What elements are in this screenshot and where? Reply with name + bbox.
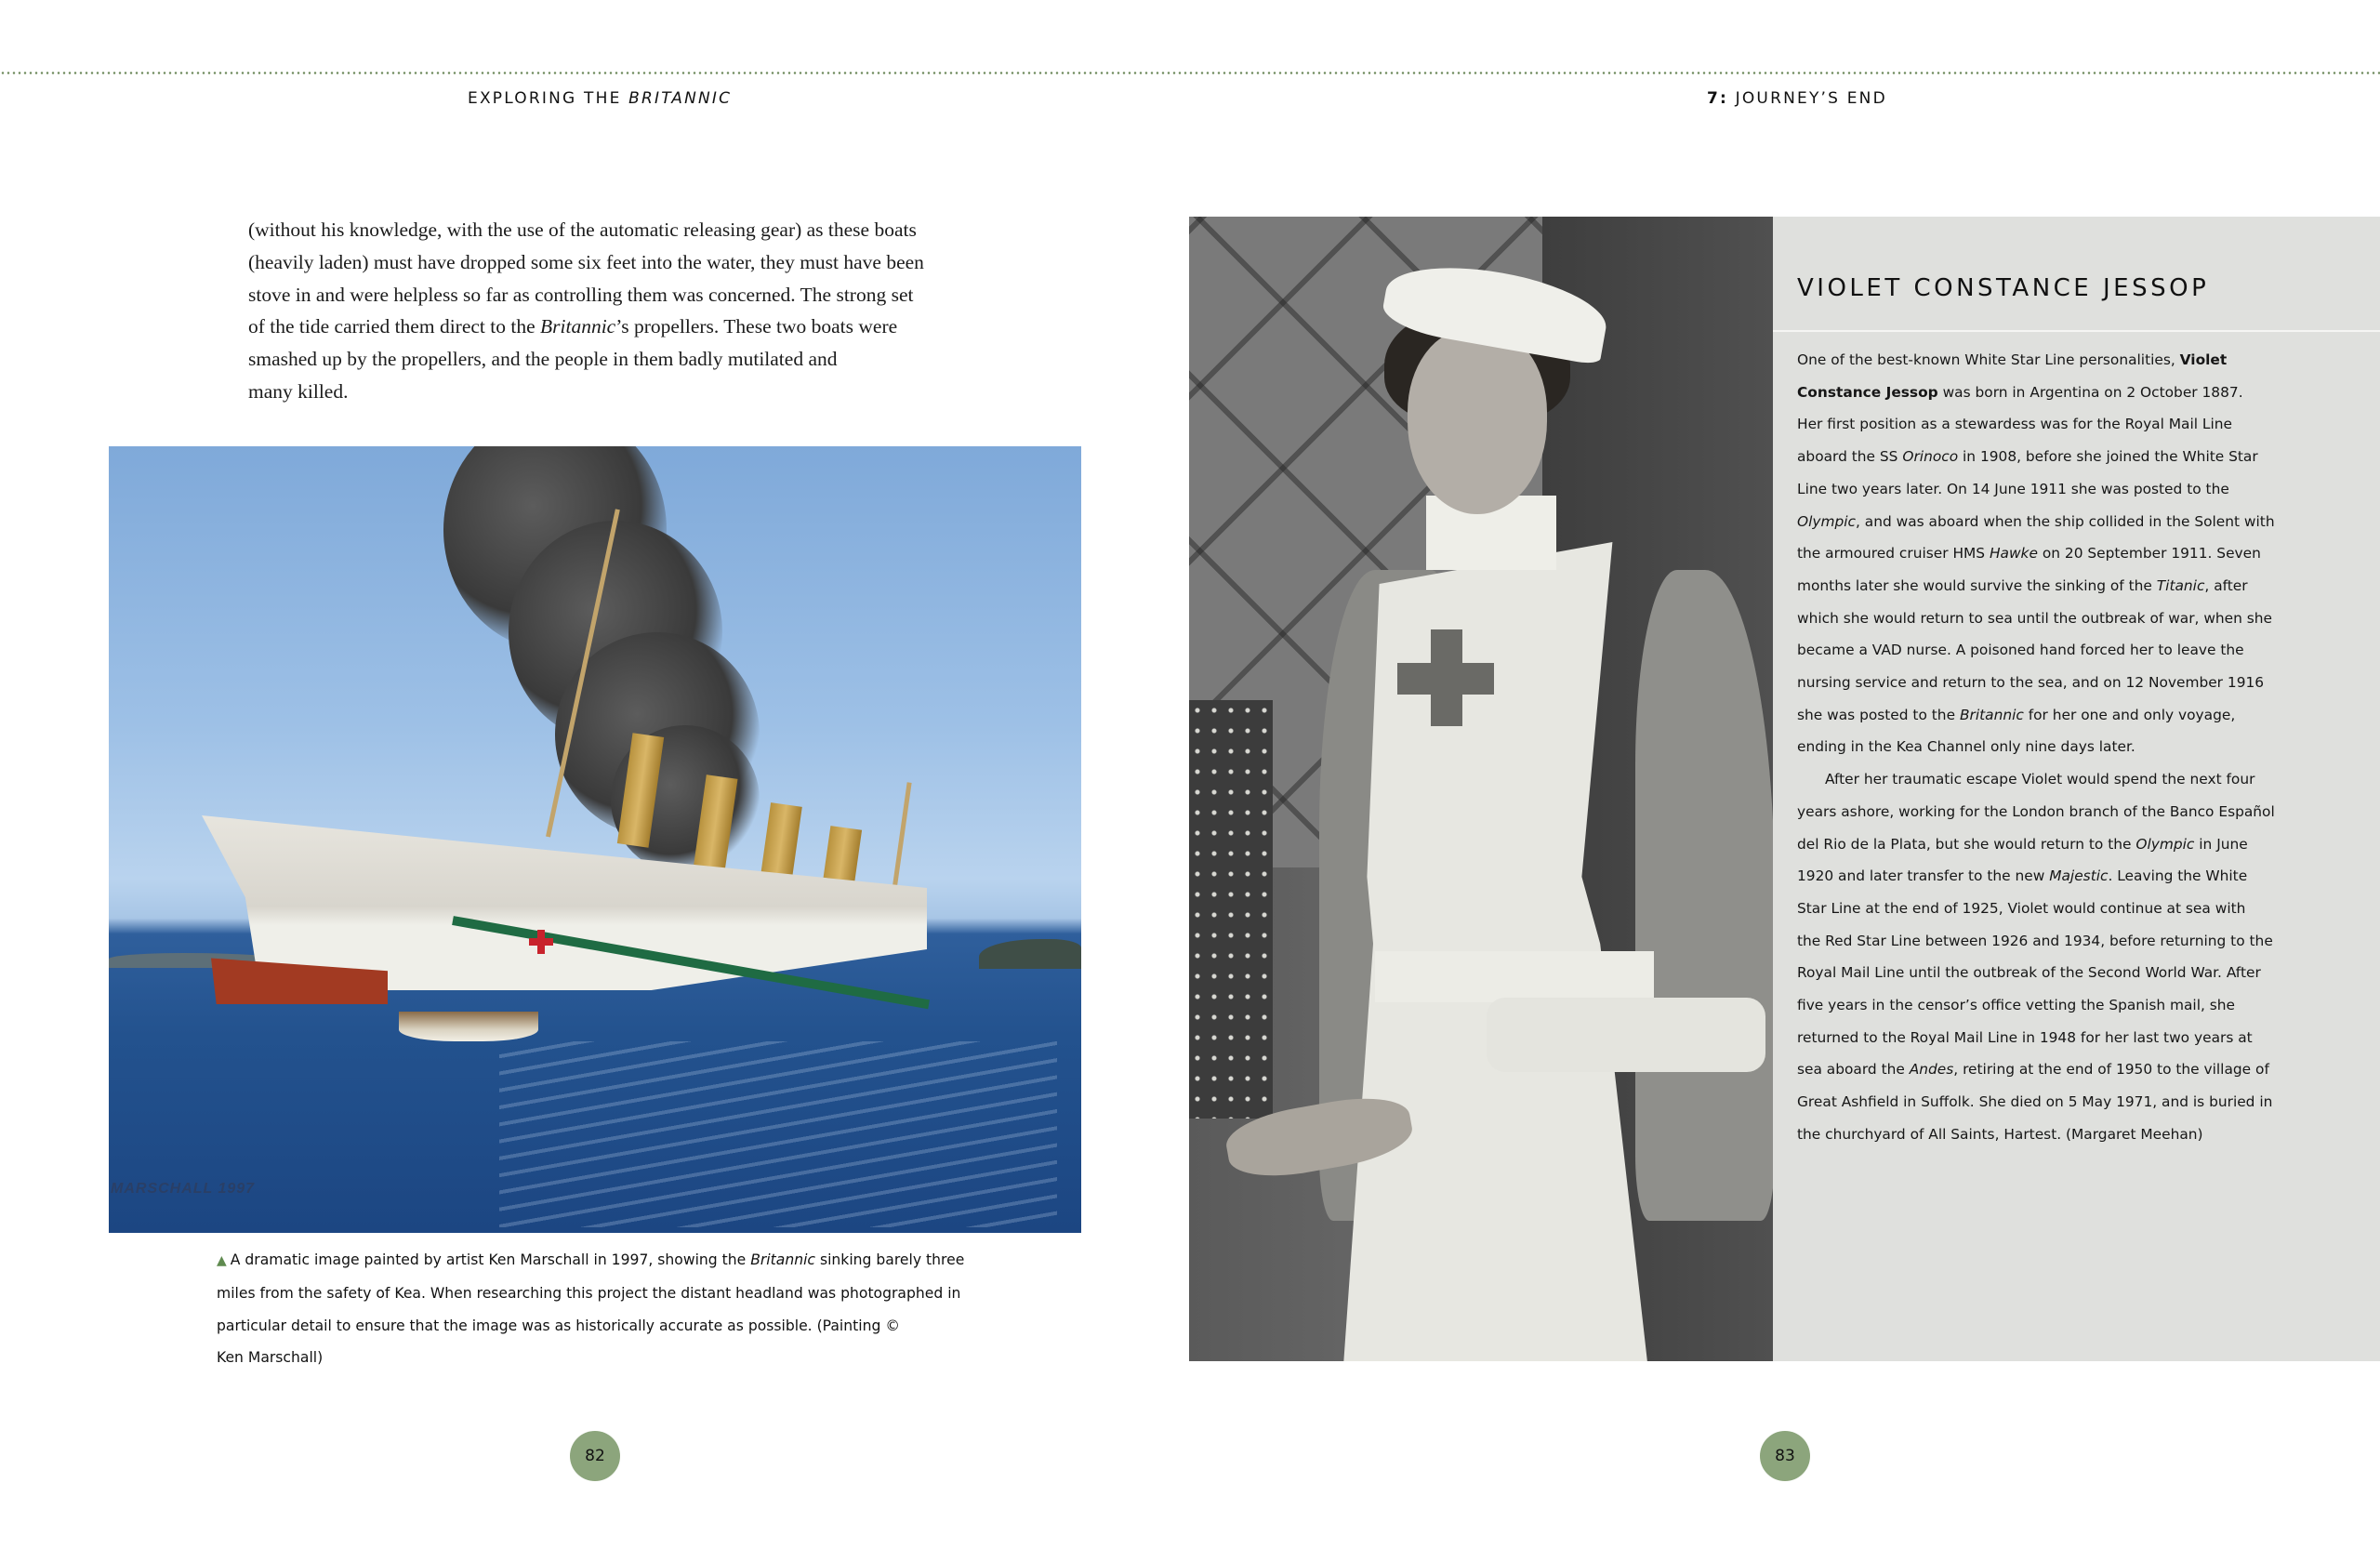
sidebar-line: nursing service and return to the sea, and on 12 November 1916 (1797, 674, 2265, 692)
figure-caption (217, 1244, 979, 1374)
sidebar-line: Constance Jessop was born in Argentina on 2 October 1887. (1797, 383, 2243, 401)
caption-line: miles from the safety of Kea. When researching this project the distant headland was photographed in (217, 1284, 961, 1302)
sidebar-line: the Red Star Line between 1926 and 1934, before returning to the (1797, 932, 2273, 949)
sea-reflection (499, 1041, 1057, 1227)
body-line: (without his knowledge, with the use of the automatic releasing gear) as these boats (248, 218, 917, 241)
page-number-right: 83 (1760, 1431, 1810, 1481)
sidebar-line: 1920 and later transfer to the new Majestic. Leaving the White (1797, 867, 2248, 885)
violet-jessop-portrait (1189, 217, 1773, 1361)
body-line: smashed up by the propellers, and the people in them badly mutilated and (248, 348, 838, 371)
sidebar-line: returned to the Royal Mail Line in 1948 for her last two years at (1797, 1028, 2253, 1046)
lifeboat (399, 1012, 538, 1041)
sleeve-cuff (1487, 998, 1765, 1072)
body-line: many killed. (248, 379, 349, 403)
biography-sidebar (1773, 217, 2380, 1361)
sidebar-line: One of the best-known White Star Line personalities, Violet (1797, 351, 2228, 368)
sidebar-line: sea aboard the Andes, retiring at the end of 1950 to the village of (1797, 1061, 2269, 1079)
distant-headland-right (979, 939, 1081, 969)
sidebar-line: the churchyard of All Saints, Hartest. (Margaret Meehan) (1797, 1125, 2203, 1143)
sidebar-line: months later she would survive the sinking of the Titanic, after (1797, 576, 2248, 594)
sidebar-line: aboard the SS Orinoco in 1908, before she joined the White Star (1797, 448, 2258, 466)
sidebar-line: Royal Mail Line until the outbreak of the Second World War. After (1797, 964, 2261, 982)
caption-line: particular detail to ensure that the image was as historically accurate as possible. (Painting © (217, 1317, 900, 1334)
triangle-up-icon: ▲ (217, 1253, 227, 1268)
ship-hull (202, 804, 927, 990)
sidebar-line: five years in the censor’s office vetting the Spanish mail, she (1797, 997, 2236, 1014)
sidebar-line: Line two years later. On 14 June 1911 she was posted to the (1797, 480, 2229, 497)
sidebar-line: Star Line at the end of 1925, Violet would continue at sea with (1797, 899, 2246, 917)
face (1408, 328, 1547, 514)
body-line: stove in and were helpless so far as controlling them was concerned. The strong set (248, 283, 914, 306)
body-line: (heavily laden) must have dropped some six feet into the water, they must have been (248, 250, 924, 273)
running-head-left: EXPLORING THE BRITANNIC (468, 89, 733, 108)
sidebar-line: the armoured cruiser HMS Hawke on 20 September 1911. Seven (1797, 545, 2261, 563)
sidebar-line: years ashore, working for the London branch of the Banco Español (1797, 802, 2275, 820)
sidebar-line: Great Ashfield in Suffolk. She died on 5 May 1971, and is buried in (1797, 1093, 2273, 1111)
caption-line: ▲ A dramatic image painted by artist Ken Marschall in 1997, showing the Britannic sinking barely three (217, 1251, 965, 1268)
sidebar-divider (1773, 330, 2380, 332)
britannic-painting (109, 446, 1081, 1233)
red-cross-icon (529, 930, 553, 954)
page-number-left: 82 (570, 1431, 620, 1481)
sidebar-line: After her traumatic escape Violet would spend the next four (1825, 771, 2255, 788)
sidebar-body (1797, 344, 2290, 1151)
sleeve (1635, 570, 1773, 1221)
apron-cross-icon (1397, 629, 1494, 726)
sidebar-line: she was posted to the Britannic for her one and only voyage, (1797, 706, 2236, 723)
body-text (248, 214, 983, 408)
running-head-right: 7: JOURNEY’S END (1707, 89, 1887, 108)
caption-line: Ken Marschall) (217, 1349, 324, 1367)
apron-belt (1375, 951, 1654, 1002)
sidebar-line: Her first position as a stewardess was for the Royal Mail Line (1797, 416, 2233, 433)
sidebar-line: del Rio de la Plata, but she would return to the Olympic in June (1797, 835, 2248, 853)
painting-signature: MARSCHALL 1997 (111, 1181, 256, 1197)
sidebar-line: became a VAD nurse. A poisoned hand forced her to leave the (1797, 642, 2244, 659)
top-dotted-rule (0, 72, 2380, 74)
sidebar-title: VIOLET CONSTANCE JESSOP (1797, 274, 2210, 302)
sidebar-line: Olympic, and was aboard when the ship collided in the Solent with (1797, 512, 2275, 530)
sidebar-line: which she would return to sea until the outbreak of war, when she (1797, 609, 2273, 627)
flower-arrangement (1189, 700, 1273, 1119)
sidebar-line: ending in the Kea Channel only nine days later. (1797, 738, 2135, 756)
body-line: of the tide carried them direct to the Britannic’s propellers. These two boats were (248, 315, 898, 338)
